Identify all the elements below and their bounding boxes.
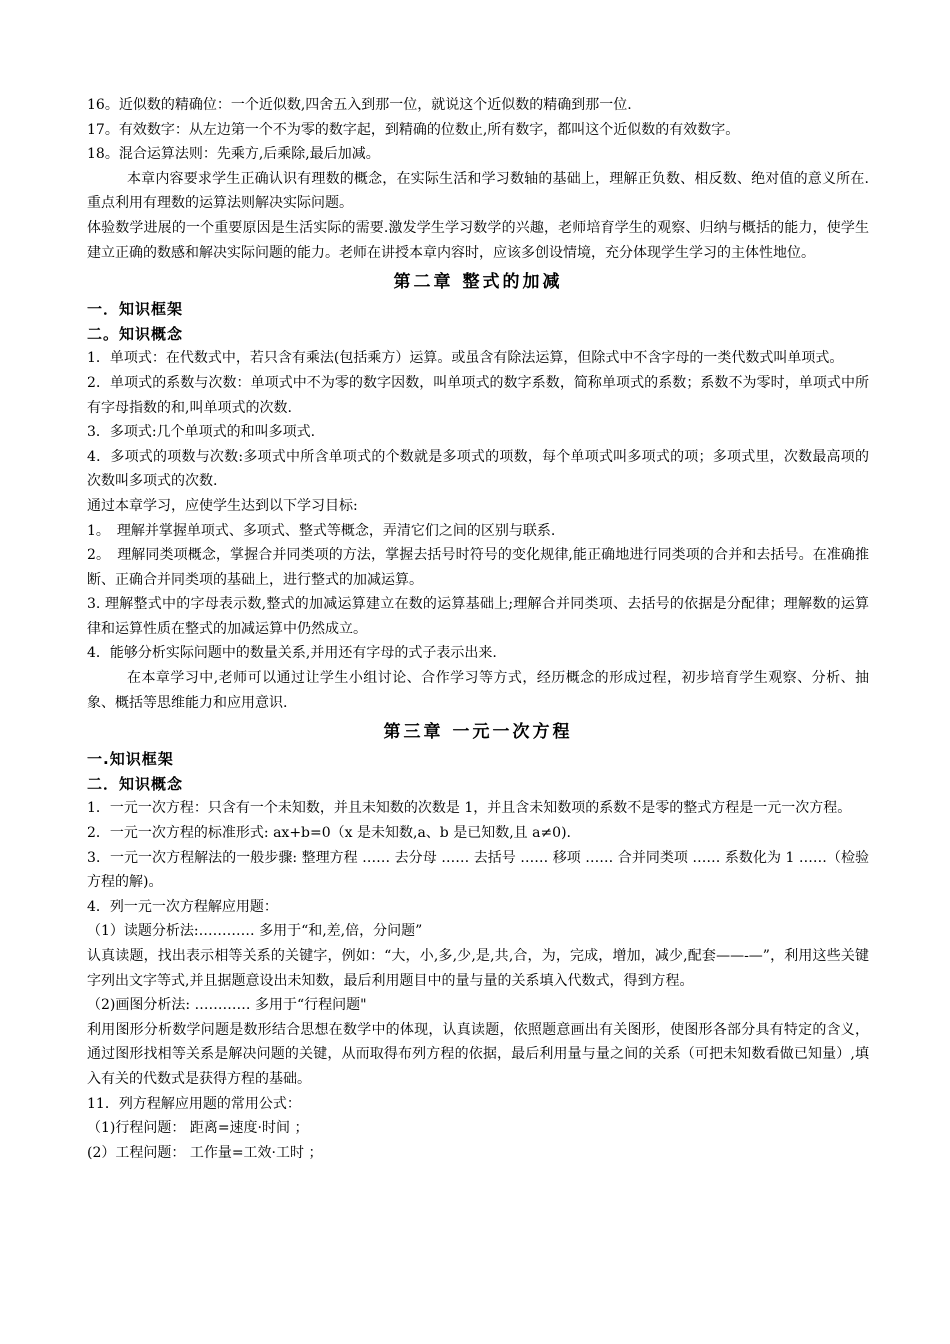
chapter2-paragraph: 2．单项式的系数与次数：单项式中不为零的数字因数，叫单项式的数字系数，简称单项式的系数；系数不为零时，单项式中所有字母指数的和,叫单项式的次数. [87, 374, 869, 416]
chapter2-goal-item: 2。 理解同类项概念，掌握合并同类项的方法，掌握去括号时符号的变化规律,能正确地进行同类项的合并和去括号。在准确推断、正确合并同类项的基础上，进行整式的加减运算。 [87, 547, 869, 588]
paragraph-chapter1-summary: 本章内容要求学生正确认识有理数的概念，在实际生活和学习数轴的基础上，理解正负数、相反数、绝对值的意义所在.重点利用有理数的运算法则解决实际问题。 [87, 170, 869, 212]
chapter3-heading-framework: 一.知识框架 [87, 750, 174, 769]
chapter3-paragraph: （2)画图分析法: ………… 多用于“行程问题" [87, 997, 367, 1014]
chapter2-paragraph: 4．多项式的项数与次数:多项式中所含单项式的个数就是多项式的项数，每个单项式叫多项式的项；多项式里，次数最高项的次数叫多项式的次数. [87, 448, 869, 490]
chapter2-paragraph: 1．单项式：在代数式中，若只含有乘法(包括乘方）运算。或虽含有除法运算，但除式中不含字母的一类代数式叫单项式。 [87, 350, 844, 367]
chapter3-paragraph: 4．列一元一次方程解应用题： [87, 898, 278, 915]
chapter2-paragraph: 通过本章学习，应使学生达到以下学习目标: [87, 497, 358, 514]
chapter2-heading-concepts: 二。知识概念 [87, 324, 184, 343]
chapter3-title: 第三章 一元一次方程 [383, 722, 573, 743]
chapter3-formula-item: （1)行程问题： 距离=速度·时间 ； [87, 1120, 309, 1137]
chapter3-paragraph: 1．一元一次方程：只含有一个未知数，并且未知数的次数是 1，并且含未知数项的系数不是零的整式方程是一元一次方程。 [87, 800, 852, 817]
chapter3-paragraph: （1）读题分析法:………… 多用于“和,差,倍，分问题” [87, 923, 423, 940]
chapter2-title: 第二章 整式的加减 [393, 272, 563, 293]
chapter3-formula-item: (2）工程问题： 工作量=工效·工时 ； [87, 1144, 323, 1161]
paragraph-item-16: 16。近似数的精确位：一个近似数,四舍五入到那一位，就说这个近似数的精确到那一位. [87, 97, 632, 113]
chapter2-goal-item: 1。 理解并掌握单项式、多项式、整式等概念，弄清它们之间的区别与联系. [87, 522, 556, 539]
paragraph-item-18: 18。混合运算法则：先乘方,后乘除,最后加减。 [87, 146, 380, 163]
chapter2-heading-framework: 一．知识框架 [87, 300, 184, 319]
chapter3-paragraph: 3．一元一次方程解法的一般步骤: 整理方程 …… 去分母 …… 去括号 …… 移项 …… 合并同类项 …… 系数化为 1 ……（检验方程的解)。 [87, 849, 869, 891]
chapter3-heading-concepts: 二．知识概念 [87, 774, 184, 793]
chapter3-paragraph: 认真读题，找出表示相等关系的关键字，例如：“大，小,多,少,是,共,合，为，完成，增加，减少,配套——-—”，利用这些关键字列出文字等式,并且据题意设出未知数，最后利用题目中的量与量的关系填入代数式，得到方程。 [87, 948, 869, 989]
chapter3-paragraph: 利用图形分析数学问题是数形结合思想在数学中的体现，认真读题，依照题意画出有关图形，使图形各部分具有特定的含义，通过图形找相等关系是解决问题的关键，从而取得布列方程的依据，最后利用量与量之间的关系（可把未知数看做已知量）,填入有关的代数式是获得方程的基础。 [87, 1021, 869, 1087]
chapter3-paragraph: 11．列方程解应用题的常用公式： [87, 1095, 301, 1112]
paragraph-chapter1-teaching: 体验数学进展的一个重要原因是生活实际的需要.激发学生学习数学的兴趣，老师培育学生的观察、归纳与概括的能力，使学生建立正确的数感和解决实际问题的能力。老师在讲授本章内容时，应该多创设情境，充分体现学生学习的主体性地位。 [87, 219, 869, 261]
chapter2-goal-item: 4．能够分析实际问题中的数量关系,并用还有字母的式子表示出来. [87, 645, 497, 662]
chapter2-goal-item: 3. 理解整式中的字母表示数,整式的加减运算建立在数的运算基础上;理解合并同类项、去括号的依据是分配律；理解数的运算律和运算性质在整式的加减运算中仍然成立。 [87, 596, 869, 637]
chapter2-paragraph: 3．多项式:几个单项式的和叫多项式. [87, 424, 316, 441]
document-page [87, 93, 869, 1165]
paragraph-item-17: 17。有效数字：从左边第一个不为零的数字起，到精确的位数止,所有数字，都叫这个近似数的有效数字。 [87, 121, 740, 138]
chapter3-paragraph: 2．一元一次方程的标准形式: ax+b=0（x 是未知数,a、b 是已知数,且 a≠0). [87, 825, 571, 842]
chapter2-paragraph: 在本章学习中,老师可以通过让学生小组讨论、合作学习等方式，经历概念的形成过程，初步培育学生观察、分析、抽象、概括等思维能力和应用意识. [87, 670, 869, 711]
